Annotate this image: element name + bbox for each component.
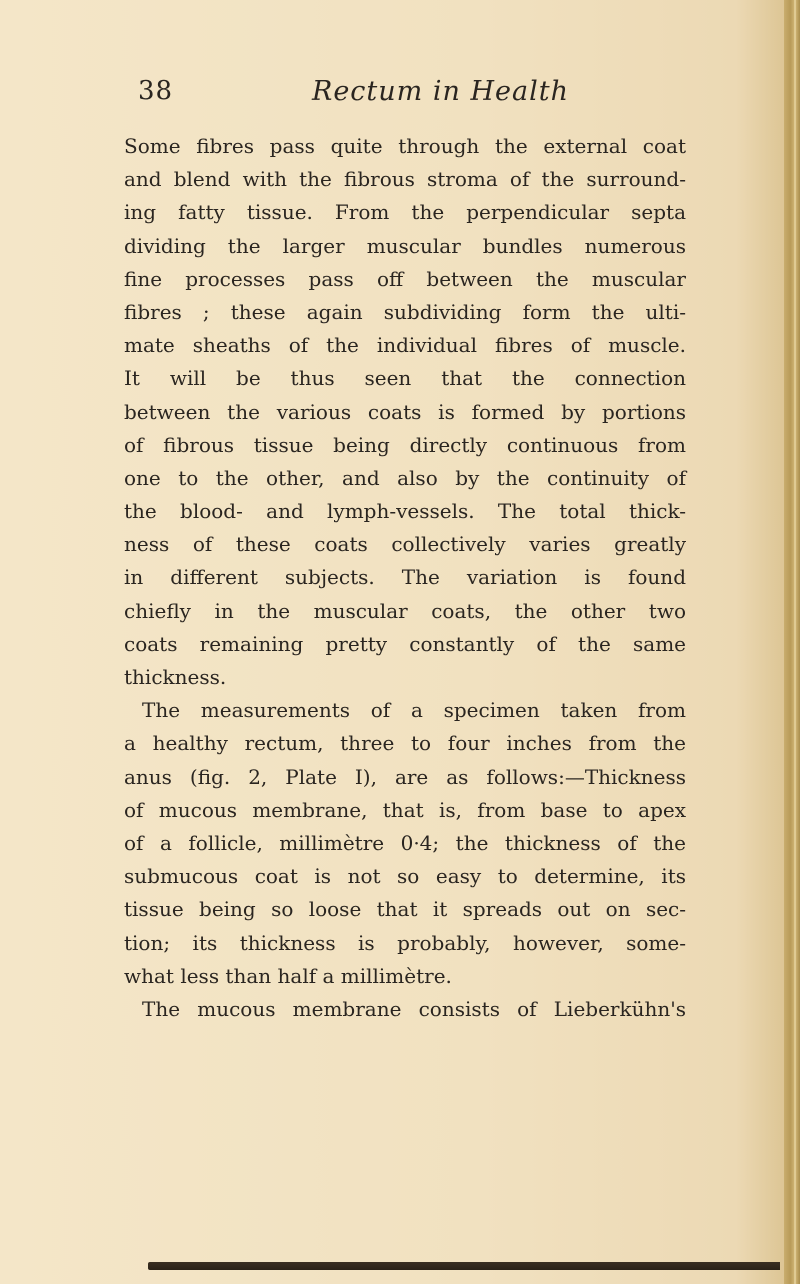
text-line: submucous coat is not so easy to determine, its	[124, 864, 686, 889]
text-line: tissue being so loose that it spreads out on sec-	[124, 897, 686, 922]
page-number: 38	[138, 76, 174, 106]
page-edge-highlight	[794, 0, 796, 1284]
text-line: Some fibres pass quite through the external coat	[124, 134, 686, 158]
text-line: fine processes pass off between the muscular	[124, 266, 686, 291]
text-line: thickness.	[124, 665, 227, 689]
text-line: one to the other, and also by the continuity of	[124, 465, 686, 490]
text-line: fibres ; these again subdividing form the ulti-	[124, 299, 686, 324]
text-line: tion; its thickness is probably, however, some-	[124, 930, 686, 955]
running-head: Rectum in Health	[312, 76, 569, 107]
text-line: what less than half a millimètre.	[124, 963, 452, 988]
text-line: dividing the larger muscular bundles numerous	[124, 233, 686, 258]
text-line: coats remaining pretty constantly of the same	[124, 631, 686, 656]
text-line: The measurements of a specimen taken from	[142, 698, 686, 723]
text-line: It will be thus seen that the connection	[124, 366, 686, 391]
text-line: The mucous membrane consists of Lieberkühn's	[142, 996, 686, 1021]
page-edge	[784, 0, 800, 1284]
text-line: of fibrous tissue being directly continuous from	[124, 432, 686, 457]
text-line: ing fatty tissue. From the perpendicular septa	[124, 200, 686, 225]
text-line: ness of these coats collectively varies greatly	[124, 532, 686, 557]
text-line: between the various coats is formed by portions	[124, 399, 686, 424]
text-line: mate sheaths of the individual fibres of muscle.	[124, 333, 686, 358]
page-header	[138, 76, 686, 116]
text-line: and blend with the fibrous stroma of the surround-	[124, 167, 686, 192]
text-line: anus (fig. 2, Plate I), are as follows:—Thickness	[124, 764, 686, 789]
body-text	[124, 130, 686, 1026]
text-line: chiefly in the muscular coats, the other two	[124, 598, 686, 623]
text-line: of a follicle, millimètre 0·4; the thickness of the	[124, 830, 686, 855]
text-line: a healthy rectum, three to four inches from the	[124, 731, 686, 756]
text-line: the blood- and lymph-vessels. The total thick-	[124, 499, 686, 524]
text-line: of mucous membrane, that is, from base to apex	[124, 797, 686, 822]
text-line: in different subjects. The variation is found	[124, 565, 686, 590]
bottom-edge-shadow	[148, 1262, 780, 1270]
